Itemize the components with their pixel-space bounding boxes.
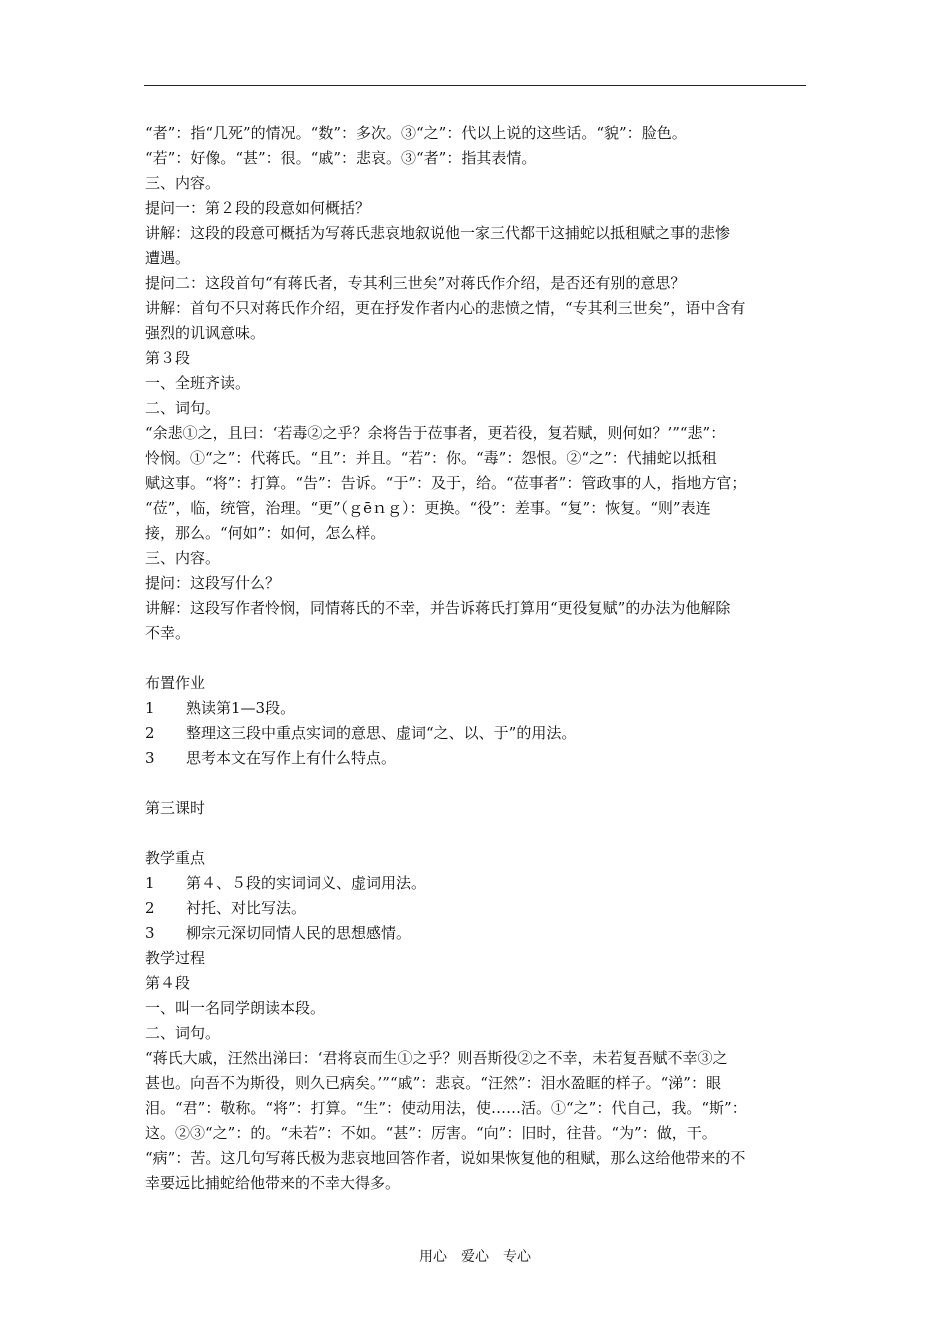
section-heading: 一、叫一名同学朗读本段。: [145, 999, 326, 1017]
text-line: 幸要远比捕蛇给他带来的不幸大得多。: [145, 1174, 401, 1192]
focus-item: [145, 871, 813, 896]
question-line: 提问：这段写什么？: [145, 574, 281, 592]
text-line: 讲解：首句不只对蒋氏作介绍，更在抒发作者内心的悲愤之情，“专其利三世矣”，语中含有: [145, 299, 746, 317]
item-number: 2: [145, 724, 155, 742]
page-footer: 用心 爱心 专心: [419, 1249, 531, 1265]
text-line: “若”：好像。“甚”：很。“戚”：悲哀。③“者”：指其表情。: [145, 149, 537, 167]
focus-item: [145, 921, 813, 946]
section-heading: 二、词句。: [145, 1024, 221, 1042]
item-number: 2: [145, 899, 155, 917]
section-heading: 三、内容。: [145, 549, 221, 567]
focus-item: [145, 896, 813, 921]
section-heading: 三、内容。: [145, 174, 221, 192]
item-text: 整理这三段中重点实词的意思、虚词“之、以、于”的用法。: [186, 724, 577, 742]
text-line: 遭遇。: [145, 249, 191, 267]
item-number: 3: [145, 924, 155, 942]
text-line: 讲解：这段写作者怜悯，同情蒋氏的不幸，并告诉蒋氏打算用“更役复赋”的办法为他解除: [145, 599, 731, 617]
text-line: “余悲①之，且曰：‘若毒②之乎？余将告于莅事者，更若役，复若赋，则何如？’”“悲”：: [145, 424, 726, 442]
document-body: [145, 121, 813, 1196]
text-line: 这。②③“之”：的。“未若”：不如。“甚”：厉害。“向”：旧时，往昔。“为”：做，干。: [145, 1124, 717, 1142]
homework-title: 布置作业: [145, 674, 206, 692]
process-title: 教学过程: [145, 949, 206, 967]
text-line: 甚也。向吾不为斯役，则久已病矣。’”“戚”：悲哀。“汪然”：泪水盈眶的样子。“涕”：眼: [145, 1074, 721, 1092]
item-number: 3: [145, 749, 155, 767]
question-line: 提问二：这段首句“有蒋氏者，专其利三世矣”对蒋氏作介绍，是否还有别的意思？: [145, 274, 686, 292]
text-line: 泪。“君”：敬称。“将”：打算。“生”：使动用法，使……活。①“之”：代自己，我。“斯”：: [145, 1099, 747, 1117]
text-line: 讲解：这段的段意可概括为写蒋氏悲哀地叙说他一家三代都干这捕蛇以抵租赋之事的悲惨: [145, 224, 731, 242]
text-line: 不幸。: [145, 624, 191, 642]
item-text: 柳宗元深切同情人民的思想感情。: [186, 924, 412, 942]
paragraph-heading: 第３段: [145, 349, 191, 367]
item-text: 衬托、对比写法。: [186, 899, 307, 917]
homework-item: [145, 721, 813, 746]
item-text: 思考本文在写作上有什么特点。: [186, 749, 397, 767]
item-text: 熟读第1—3段。: [186, 699, 296, 717]
text-line: 强烈的讥讽意味。: [145, 324, 266, 342]
text-line: 赋这事。“将”：打算。“告”：告诉。“于”：及于，给。“莅事者”：管政事的人，指地方官；: [145, 474, 747, 492]
text-line: “者”：指“几死”的情况。“数”：多次。③“之”：代以上说的这些话。“貌”：脸色。: [145, 124, 687, 142]
lesson-title: 第三课时: [145, 799, 206, 817]
section-heading: 一、全班齐读。: [145, 374, 251, 392]
section-heading: 二、词句。: [145, 399, 221, 417]
homework-item: [145, 746, 813, 771]
text-line: “病”：苦。这几句写蒋氏极为悲哀地回答作者，说如果恢复他的租赋，那么这给他带来的不: [145, 1149, 746, 1167]
item-number: 1: [145, 874, 155, 892]
paragraph-heading: 第４段: [145, 974, 191, 992]
text-line: 怜悯。①“之”：代蒋氏。“且”：并且。“若”：你。“毒”：怨恨。②“之”：代捕蛇以抵租: [145, 449, 717, 467]
homework-item: [145, 696, 813, 721]
header-rule: [144, 85, 806, 86]
item-number: 1: [145, 699, 155, 717]
text-line: 接，那么。“何如”：如何，怎么样。: [145, 524, 386, 542]
item-text: 第４、５段的实词词义、虚词用法。: [186, 874, 427, 892]
text-line: “莅”，临，统管，治理。“更”（ｇēｎｇ）：更换。“役”：差事。“复”：恢复。“则”表连: [145, 499, 711, 517]
spacer: [145, 771, 813, 796]
focus-title: 教学重点: [145, 849, 206, 867]
spacer: [145, 821, 813, 846]
question-line: 提问一：第２段的段意如何概括？: [145, 199, 371, 217]
spacer: [145, 646, 813, 671]
text-line: “蒋氏大戚，汪然出涕曰：‘君将哀而生①之乎？则吾斯役②之不幸，未若复吾赋不幸③之: [145, 1049, 728, 1067]
